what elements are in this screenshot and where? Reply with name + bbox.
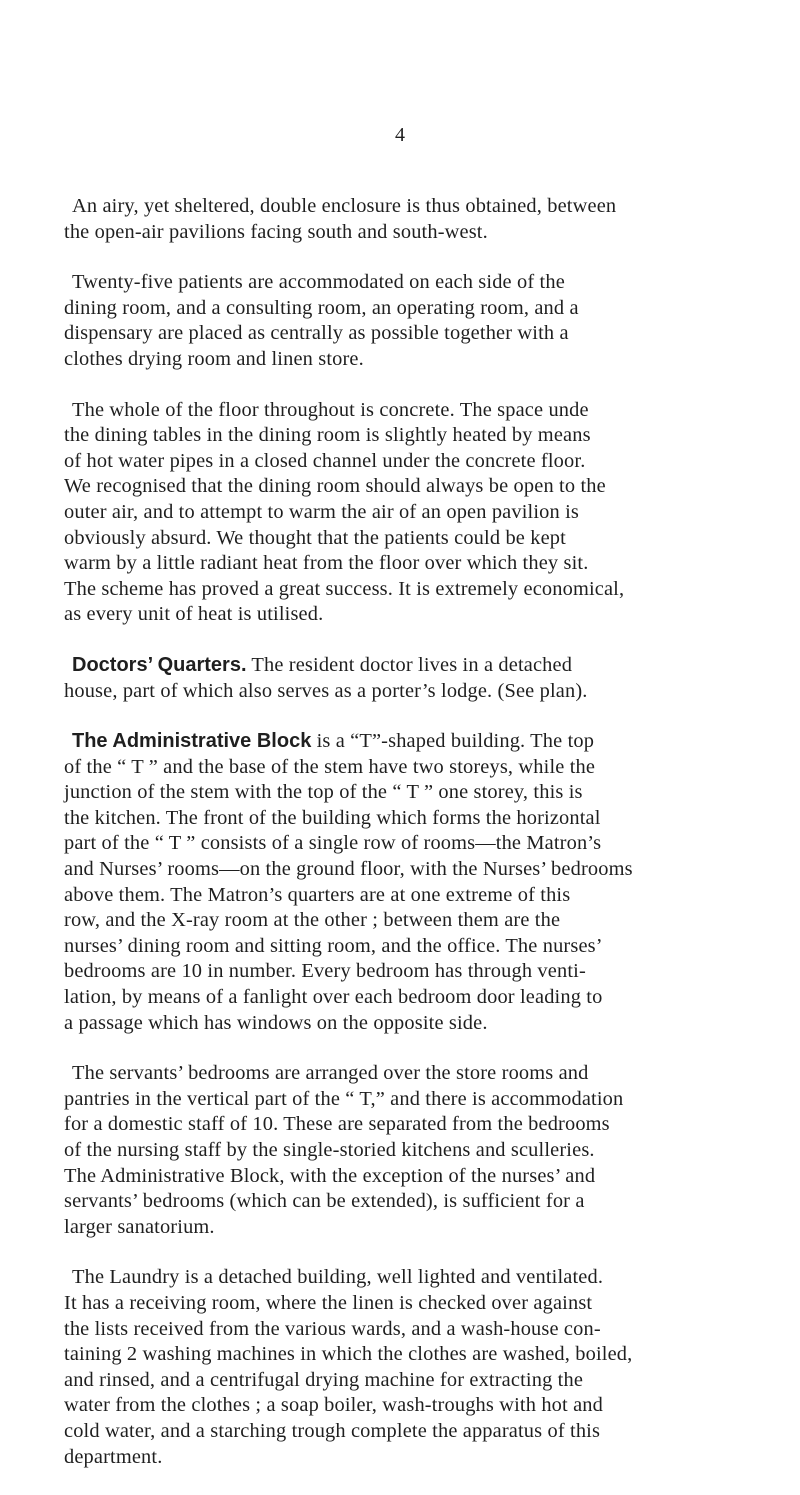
text-line: larger sanatorium. bbox=[64, 1215, 215, 1238]
page-number: 4 bbox=[395, 124, 405, 146]
paragraph-floor bbox=[64, 398, 740, 628]
text-line: department. bbox=[64, 1445, 163, 1468]
text-line: lation, by means of a fanlight over each bedroom door leading to bbox=[64, 986, 603, 1009]
text-line: outer air, and to attempt to warm the air of an open pavilion is bbox=[64, 500, 580, 523]
section-heading-administrative-block: The Administrative Block bbox=[72, 730, 312, 753]
text-line: of hot water pipes in a closed channel under the concrete floor. bbox=[64, 449, 586, 472]
text-line: junction of the stem with the top of the “ T ” one storey, this is bbox=[64, 781, 583, 804]
text-line: and Nurses’ rooms—on the ground floor, with the Nurses’ bedrooms bbox=[64, 858, 633, 881]
text-line bbox=[64, 653, 740, 679]
heading-continuation: is a “T”-shaped building. The top bbox=[311, 730, 595, 753]
text-line: We recognised that the dining room should always be open to the bbox=[64, 475, 606, 498]
text-line: row, and the X-ray room at the other ; between them are the bbox=[64, 909, 561, 932]
text-line: nurses’ dining room and sitting room, and the office. The nurses’ bbox=[64, 934, 603, 957]
paragraph-doctors-quarters bbox=[64, 653, 740, 704]
text-line: It has a receiving room, where the linen is checked over against bbox=[64, 1291, 593, 1314]
text-line: pantries in the vertical part of the “ T,” and there is accommodation bbox=[64, 1087, 624, 1110]
text-line: dining room, and a consulting room, an operating room, and a bbox=[64, 296, 579, 319]
text-line: for a domestic staff of 10. These are separated from the bedrooms bbox=[64, 1113, 610, 1136]
section-heading-doctors-quarters: Doctors’ Quarters. bbox=[72, 653, 247, 676]
text-line: as every unit of heat is utilised. bbox=[64, 603, 324, 626]
text-line: The Administrative Block, with the exception of the nurses’ and bbox=[64, 1164, 596, 1187]
text-line: water from the clothes ; a soap boiler, wash-troughs with hot and bbox=[64, 1394, 603, 1417]
text-line: An airy, yet sheltered, double enclosure is thus obtained, between bbox=[72, 195, 617, 217]
text-line: The servants’ bedrooms are arranged over the store rooms and bbox=[72, 1062, 589, 1085]
text-line: clothes drying room and linen store. bbox=[64, 347, 364, 370]
text-line: The whole of the floor throughout is concrete. The space unde bbox=[72, 398, 589, 421]
text-line: warm by a little radiant heat from the floor over which they sit. bbox=[64, 552, 589, 575]
text-line: the lists received from the various wards, and a wash-house con- bbox=[64, 1317, 601, 1340]
text-line: servants’ bedrooms (which can be extended), is sufficient for a bbox=[64, 1190, 585, 1213]
text-line: and rinsed, and a centrifugal drying machine for extracting the bbox=[64, 1368, 584, 1391]
text-line: obviously absurd. We thought that the patients could be kept bbox=[64, 526, 566, 549]
paragraph-servants bbox=[64, 1061, 740, 1240]
paragraph-patients bbox=[64, 270, 740, 372]
text-line: above them. The Matron’s quarters are at one extreme of this bbox=[64, 883, 571, 906]
heading-continuation: The resident doctor lives in a detached bbox=[246, 653, 573, 676]
text-line: taining 2 washing machines in which the clothes are washed, boiled, bbox=[64, 1343, 633, 1366]
text-line: The scheme has proved a great success. It is extremely economical, bbox=[64, 577, 625, 600]
body-text bbox=[64, 194, 740, 1495]
text-line: cold water, and a starching trough complete the apparatus of this bbox=[64, 1419, 601, 1442]
paragraph-laundry bbox=[64, 1265, 740, 1470]
text-line: a passage which has windows on the opposite side. bbox=[64, 1011, 488, 1034]
text-line: of the “ T ” and the base of the stem have two storeys, while the bbox=[64, 755, 596, 778]
text-line: Twenty-five patients are accommodated on each side of the bbox=[72, 271, 565, 294]
text-line: bedrooms are 10 in number. Every bedroom has through venti- bbox=[64, 960, 586, 983]
text-line: The Laundry is a detached building, well lighted and ventilated. bbox=[72, 1266, 604, 1289]
text-line: the kitchen. The front of the building which forms the horizontal bbox=[64, 806, 601, 829]
text-line: of the nursing staff by the single-storied kitchens and sculleries. bbox=[64, 1139, 595, 1161]
text-line bbox=[64, 729, 740, 755]
paragraph-enclosure bbox=[64, 194, 740, 245]
text-line: part of the “ T ” consists of a single row of rooms—the Matron’s bbox=[64, 832, 602, 855]
text-line: the open-air pavilions facing south and south-west. bbox=[64, 220, 488, 243]
text-line: the dining tables in the dining room is slightly heated by means bbox=[64, 424, 591, 447]
text-line: dispensary are placed as centrally as possible together with a bbox=[64, 322, 569, 345]
paragraph-administrative-block bbox=[64, 729, 740, 1036]
text-line: house, part of which also serves as a porter’s lodge. (See plan). bbox=[64, 679, 588, 702]
